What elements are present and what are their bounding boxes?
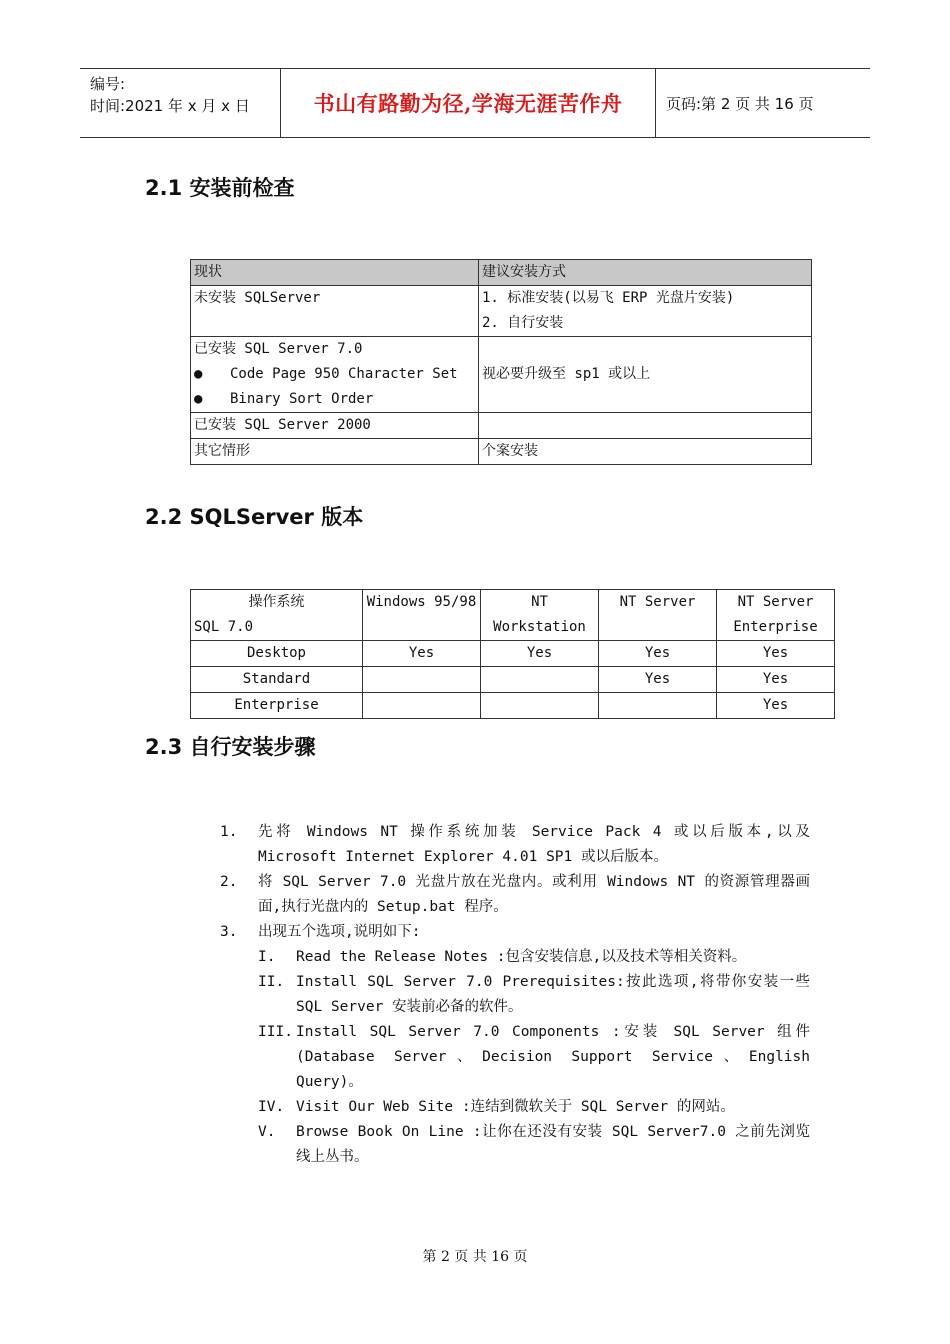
edition-cell: Enterprise <box>191 693 363 719</box>
bullet-text: Code Page 950 Character Set <box>230 366 458 382</box>
col-header-nt-server: NT Server <box>599 590 717 641</box>
section-2-3-title: 2.3 自行安装步骤 <box>145 735 316 759</box>
table-row <box>191 337 812 413</box>
list-item <box>220 920 810 945</box>
support-cell <box>363 667 481 693</box>
status-cell <box>191 337 479 413</box>
step-number: 2. <box>220 874 238 890</box>
support-cell: Yes <box>717 667 835 693</box>
support-cell: Yes <box>363 641 481 667</box>
table-row <box>191 693 835 719</box>
section-2-2-title: 2.2 SQLServer 版本 <box>145 505 364 529</box>
list-item <box>220 820 810 870</box>
recommendation-cell: 个案安装 <box>479 439 812 465</box>
col-header-line: NT Server <box>737 594 814 610</box>
table-row <box>191 413 812 439</box>
option-text: Browse Book On Line :让你在还没有安装 SQL Server7.0 之前先浏览线上丛书。 <box>296 1124 810 1165</box>
support-cell: Yes <box>717 693 835 719</box>
col-header-line: NT <box>531 594 548 610</box>
option-text: Visit Our Web Site :连结到微软关于 SQL Server 的网站。 <box>296 1099 735 1115</box>
option-item <box>258 970 810 1020</box>
header-page-number: 页码:第 2 页 共 16 页 <box>666 94 814 113</box>
list-item <box>220 870 810 920</box>
status-cell: 未安装 SQLServer <box>191 286 479 337</box>
step-number: 3. <box>220 924 238 940</box>
step-text: 出现五个选项,说明如下: <box>258 924 421 940</box>
support-cell <box>481 693 599 719</box>
recommendation-line: 2. 自行安装 <box>482 315 564 331</box>
header-meta <box>80 69 280 137</box>
option-item <box>258 1020 810 1095</box>
support-cell: Yes <box>481 641 599 667</box>
recommendation-line: 1. 标准安装(以易飞 ERP 光盘片安装) <box>482 290 735 306</box>
bullet-item <box>194 387 475 412</box>
option-item <box>258 1095 810 1120</box>
col-header-line: Enterprise <box>733 619 818 635</box>
table-row <box>191 439 812 465</box>
option-text: Install SQL Server 7.0 Prerequisites:按此选项,将带你安装一些 SQL Server 安装前必备的软件。 <box>296 974 810 1015</box>
table-header-row <box>191 260 812 286</box>
status-cell: 已安装 SQL Server 2000 <box>191 413 479 439</box>
option-item <box>258 1120 810 1170</box>
col-header-status: 现状 <box>191 260 479 286</box>
table-header-row <box>191 590 835 641</box>
recommendation-cell <box>479 286 812 337</box>
table-row <box>191 641 835 667</box>
corner-cell <box>191 590 363 641</box>
support-cell: Yes <box>717 641 835 667</box>
table-row <box>191 667 835 693</box>
recommendation-cell: 视必要升级至 sp1 或以上 <box>479 337 812 413</box>
option-number: I. <box>258 949 276 965</box>
col-header-recommendation: 建议安装方式 <box>479 260 812 286</box>
section-2-1-title: 2.1 安装前检查 <box>145 176 295 200</box>
step-text: 先将 Windows NT 操作系统加装 Service Pack 4 或以后版本,以及 Microsoft Internet Explorer 4.01 SP1 或以后版本。 <box>258 824 810 865</box>
col-header-nt-enterprise <box>717 590 835 641</box>
header-motto: 书山有路勤为径,学海无涯苦作舟 <box>280 69 656 137</box>
time-label: 时间:2021 年 x 月 x 日 <box>90 97 250 115</box>
option-number: II. <box>258 974 285 990</box>
support-cell: Yes <box>599 667 717 693</box>
status-line: 已安装 SQL Server 7.0 <box>194 341 363 357</box>
option-number: III. <box>258 1024 293 1040</box>
recommendation-cell <box>479 413 812 439</box>
step-number: 1. <box>220 824 238 840</box>
col-header-win9x: Windows 95/98 <box>363 590 481 641</box>
corner-top-label: 操作系统 <box>248 594 305 610</box>
option-number: V. <box>258 1124 276 1140</box>
page-footer: 第 2 页 共 16 页 <box>422 1249 528 1265</box>
bullet-item <box>194 362 475 387</box>
bullet-text: Binary Sort Order <box>230 391 374 407</box>
status-cell: 其它情形 <box>191 439 479 465</box>
edition-cell: Desktop <box>191 641 363 667</box>
install-steps <box>220 820 810 1170</box>
option-number: IV. <box>258 1099 285 1115</box>
support-cell <box>599 693 717 719</box>
version-table <box>190 589 835 719</box>
option-text: Install SQL Server 7.0 Components :安装 SQL Server 组件(Database Server、Decision Support Service、English Query)。 <box>296 1024 810 1090</box>
edition-cell: Standard <box>191 667 363 693</box>
option-text: Read the Release Notes :包含安装信息,以及技术等相关资料。 <box>296 949 747 965</box>
number-label: 编号: <box>90 75 126 93</box>
support-cell: Yes <box>599 641 717 667</box>
support-cell <box>363 693 481 719</box>
table-row <box>191 286 812 337</box>
precheck-table <box>190 259 812 465</box>
page-header <box>80 68 870 138</box>
corner-bottom-label: SQL 7.0 <box>194 619 254 635</box>
option-item <box>258 945 810 970</box>
step-text: 将 SQL Server 7.0 光盘片放在光盘内。或利用 Windows NT 的资源管理器画面,执行光盘内的 Setup.bat 程序。 <box>258 874 810 915</box>
col-header-line: Workstation <box>493 619 586 635</box>
bullet-icon: ● <box>194 366 203 382</box>
col-header-nt-workstation <box>481 590 599 641</box>
bullet-icon: ● <box>194 391 203 407</box>
support-cell <box>481 667 599 693</box>
